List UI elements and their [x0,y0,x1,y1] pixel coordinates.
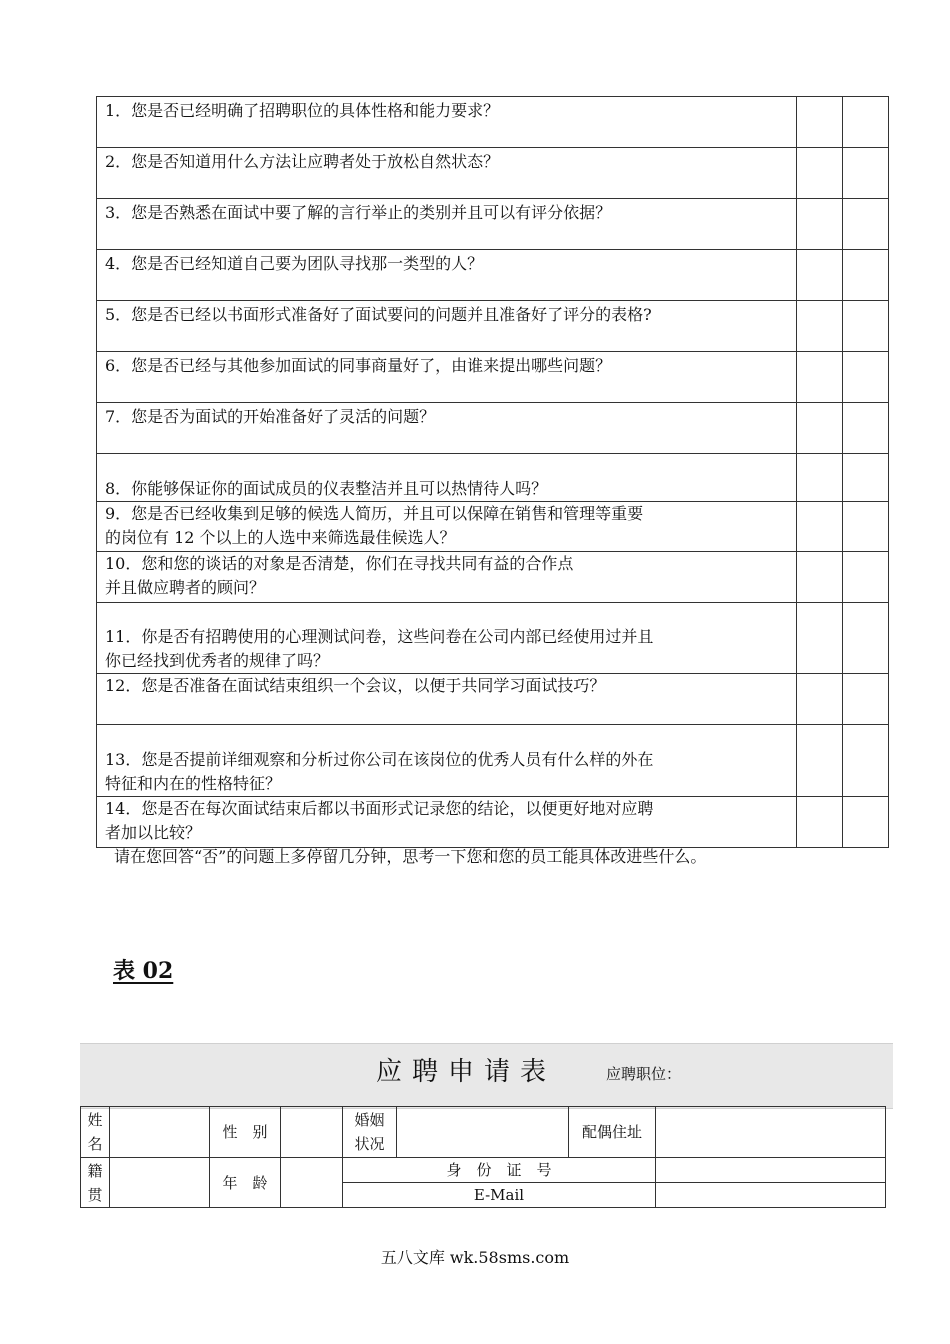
marital-status-line: 状况 [354,1135,385,1153]
email-label: E-Mail [343,1183,656,1208]
question-cell [97,352,797,403]
question-line: 并且做应聘者的顾问？ [105,578,266,597]
native-place-char: 贯 [87,1185,103,1204]
answer-yes-cell[interactable] [797,454,843,502]
answer-no-cell[interactable] [843,250,889,301]
question-cell [97,199,797,250]
answer-yes-cell[interactable] [797,603,843,674]
question-line: 2．您是否知道用什么方法让应聘者处于放松自然状态？ [105,152,500,171]
answer-yes-cell[interactable] [797,797,843,848]
table-row [97,725,889,797]
answer-yes-cell[interactable] [797,148,843,199]
name-label [81,1107,110,1158]
form-header [80,1043,893,1109]
question-line: 的岗位有 12 个以上的人选中来筛选最佳候选人？ [105,528,456,547]
question-cell [97,603,797,674]
name-label-char: 名 [87,1135,103,1153]
name-field[interactable] [110,1107,210,1158]
question-cell [97,301,797,352]
table-row [81,1107,886,1158]
answer-no-cell[interactable] [843,502,889,552]
answer-yes-cell[interactable] [797,725,843,797]
question-line: 3．您是否熟悉在面试中要了解的言行举止的类别并且可以有评分依据？ [105,203,612,222]
answer-no-cell[interactable] [843,199,889,250]
answer-yes-cell[interactable] [797,250,843,301]
native-place-field[interactable] [110,1158,210,1208]
answer-yes-cell[interactable] [797,552,843,603]
question-line: 5．您是否已经以书面形式准备好了面试要问的问题并且准备好了评分的表格? [105,305,652,324]
answer-yes-cell[interactable] [797,502,843,552]
table-row [97,674,889,725]
answer-no-cell[interactable] [843,725,889,797]
question-line: 14．您是否在每次面试结束后都以书面形式记录您的结论，以便更好地对应聘 [105,799,654,818]
question-cell [97,148,797,199]
answer-no-cell[interactable] [843,301,889,352]
table-row [97,301,889,352]
answer-no-cell[interactable] [843,603,889,674]
table-row [97,352,889,403]
interview-checklist-table [96,96,889,848]
question-cell [97,552,797,603]
marital-status-label [343,1107,397,1158]
answer-yes-cell[interactable] [797,301,843,352]
question-cell [97,725,797,797]
id-number-field[interactable] [656,1158,886,1183]
question-line: 11．你是否有招聘使用的心理测试问卷，这些问卷在公司内部已经使用过并且 [105,627,654,646]
question-line: 你已经找到优秀者的规律了吗？ [105,651,330,670]
table-row [81,1158,886,1183]
question-cell [97,797,797,848]
name-label-char: 姓 [87,1111,103,1129]
id-number-label: 身 份 证 号 [343,1158,656,1183]
table-row [97,97,889,148]
native-place-label [81,1158,110,1208]
age-label: 年 龄 [210,1158,281,1208]
question-cell [97,97,797,148]
answer-no-cell[interactable] [843,403,889,454]
applied-position-label: 应聘职位： [606,1065,682,1083]
table-row [97,603,889,674]
answer-yes-cell[interactable] [797,97,843,148]
table-row [97,403,889,454]
table-row [97,199,889,250]
native-place-char: 籍 [87,1161,103,1180]
table-row [97,148,889,199]
answer-yes-cell[interactable] [797,403,843,454]
question-line: 7．您是否为面试的开始准备好了灵活的问题？ [105,407,436,426]
answer-no-cell[interactable] [843,97,889,148]
marital-status-line: 婚姻 [354,1111,385,1129]
email-field[interactable] [656,1183,886,1208]
question-line: 9．您是否已经收集到足够的候选人简历，并且可以保障在销售和管理等重要 [105,504,644,523]
answer-yes-cell[interactable] [797,674,843,725]
question-line: 4．您是否已经知道自己要为团队寻找那一类型的人？ [105,254,484,273]
table-row [97,454,889,502]
age-field[interactable] [281,1158,343,1208]
spouse-address-label: 配偶住址 [569,1107,656,1158]
question-line: 13．您是否提前详细观察和分析过你公司在该岗位的优秀人员有什么样的外在 [105,750,654,769]
answer-no-cell[interactable] [843,797,889,848]
table-row [97,552,889,603]
spouse-address-field[interactable] [656,1107,886,1158]
answer-no-cell[interactable] [843,552,889,603]
answer-no-cell[interactable] [843,454,889,502]
answer-no-cell[interactable] [843,148,889,199]
marital-status-field[interactable] [397,1107,569,1158]
question-line: 者加以比较？ [105,823,202,842]
question-line: 1．您是否已经明确了招聘职位的具体性格和能力要求？ [105,101,500,120]
question-line: 特征和内在的性格特征？ [105,774,282,793]
answer-no-cell[interactable] [843,352,889,403]
question-cell [97,674,797,725]
question-line: 8．你能够保证你的面试成员的仪表整洁并且可以热情待人吗？ [105,479,548,498]
question-cell [97,454,797,502]
question-cell [97,403,797,454]
footer-watermark: 五八文库 wk.58sms.com [380,1248,570,1267]
gender-label: 性 别 [210,1107,281,1158]
table-row [97,502,889,552]
form-title: 应聘申请表 [376,1057,557,1087]
table-row [97,250,889,301]
question-line: 6．您是否已经与其他参加面试的同事商量好了，由谁来提出哪些问题？ [105,356,612,375]
gender-field[interactable] [281,1107,343,1158]
question-cell [97,502,797,552]
answer-yes-cell[interactable] [797,352,843,403]
table-label: 表 02 [113,958,174,984]
answer-yes-cell[interactable] [797,199,843,250]
answer-no-cell[interactable] [843,674,889,725]
application-form-table [80,1106,886,1208]
question-line: 10．您和您的谈话的对象是否清楚，你们在寻找共同有益的合作点 [105,554,574,573]
reflection-note: 请在您回答“否”的问题上多停留几分钟，思考一下您和您的员工能具体改进些什么。 [114,847,707,866]
table-row [97,797,889,848]
question-cell [97,250,797,301]
question-line: 12．您是否准备在面试结束组织一个会议，以便于共同学习面试技巧？ [105,676,606,695]
